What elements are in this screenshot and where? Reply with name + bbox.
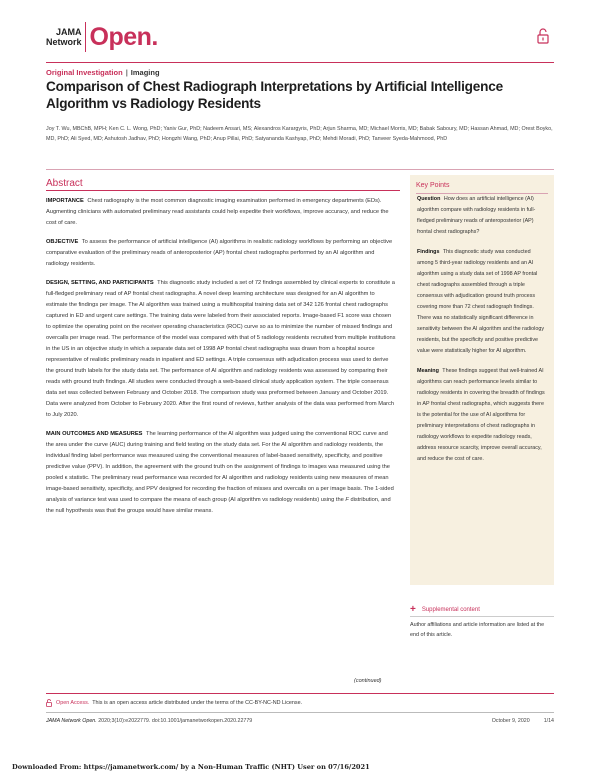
journal-logo [46, 20, 158, 54]
continued-note: (continued) [354, 678, 382, 684]
logo-divider [85, 22, 86, 52]
outcomes-text: The learning performance of the AI algorithm was judged using the conventional ROC curve and the area under the curve (AUC) during training and field testing on the study data set. For the AI algorithm and radiology residents, the individual finding label performance was measured using the conventional measures of label-based sensitivity, specificity, and positive predictive value (PPV). In addition, the agreement with the ground truth on the assignment of findings to images was measured using the pooled κ statistic. The preliminary read performance was recorded for AI algorithm and radiology residents using new measures of mean image-based sensitivity, specificity, and PPV designed for recording the fraction of misses and overcalls on a per image basis. The 1-sided analysis of variance test was used to compare the means of each group (AI algorithm vs radiology residents) using the [46, 431, 394, 503]
key-points-findings [417, 247, 547, 357]
logo-open-text: Open. [89, 22, 158, 51]
article-title: Comparison of Chest Radiograph Interpretations by Artificial Intelligence Algorithm vs Radiology Residents [46, 79, 503, 111]
abstract-importance [46, 196, 396, 229]
objective-label: OBJECTIVE [46, 239, 79, 245]
article-section-line: Original Investigation | Imaging [46, 68, 160, 77]
key-points-body [417, 194, 547, 474]
key-points-heading: Key Points [416, 182, 450, 189]
meaning-label: Meaning [417, 368, 439, 374]
download-notice: Downloaded From: https://jamanetwork.com/ by a Non-Human Traffic (NHT) User on 07/16/2021 [12, 763, 370, 771]
affiliations-note: Author affiliations and article information are listed at the end of this article. [410, 622, 545, 638]
open-access-label[interactable]: Open Access. [56, 700, 90, 706]
plus-icon: + [410, 604, 416, 615]
open-access-icon [46, 699, 52, 707]
f-distribution-symbol: F [345, 497, 349, 503]
header-divider [46, 62, 554, 63]
key-points-meaning [417, 366, 547, 465]
question-text: How does an artificial intelligence (AI) algorithm compare with radiology residents in full-fledged preliminary reads of anteroposterior (AP) frontal chest radiographs? [417, 196, 536, 235]
article-subsection: Imaging [130, 68, 160, 77]
date-page [478, 718, 554, 724]
design-text: This diagnostic study included a set of 72 findings assembled by clinical experts to constitute a full-fledged preliminary read of AP frontal chest radiographs. A novel deep learning architecture was designed for an AI algorithm to estimate the findings per image. The AI algorithm was trained using a multihospital training data set of 342 126 frontal chest radiographs captured in ED and urgent care settings. The training data were labeled from their associated reports. Image-based F1 score was chosen to optimize the operating point on the receiver operating characteristics (ROC) curve so as to minimize the number of missed findings and overcalls per image read. The performance of the model was compared with that of 5 radiology residents recruited from multiple institutions in the US in an objective study in which a separate data set of 1998 AP frontal chest radiographs was drawn from a hospital source representative of realistic preliminary reads in inpatient and ED settings. A triple consensus with adjudication process was used to derive the ground truth labels for the study data set. The performance of AI algorithm and radiology residents was assessed by comparing their reads with ground truth findings. All studies were conducted through a web-based clinical study application system. The triple consensus data set was collected between February and October 2018. The comparison study was preformed between January and October 2019. Data were analyzed from October to February 2020. After the first round of reviews, further analysis of the data was performed from March to July 2020. [46, 280, 396, 418]
findings-text: This diagnostic study was conducted among 5 third-year radiology residents and an AI algorithm using a study data set of 1998 AP frontal chest radiographs assembled through a triple consensus with adjudication ground truth process covering more than 72 chest radiograph findings. There was no statistically significant difference in sensitivity between the AI algorithm and the radiology residents, but the specificity and positive predictive value were statistically higher for AI algorithm. [417, 249, 545, 354]
abstract-outcomes [46, 429, 396, 517]
abstract-design [46, 278, 396, 421]
citation-text[interactable]: 2020;3(10):e2022779. doi:10.1001/jamanetworkopen.2020.22779 [98, 718, 253, 724]
question-label: Question [417, 196, 441, 202]
author-list: Joy T. Wu, MBChB, MPH; Ken C. L. Wong, PhD; Yaniv Gur, PhD; Nadeem Ansari, MS; Alexandros Karargyris, PhD; Arjun Sharma, MD; Michael Morris, MD; Babak Saboury, MD; Hassan Ahmad, MD; Orest Boyko, MD, PhD; Ali Syed, MD; Ashutosh Jadhav, PhD; Hongzhi Wang, PhD; Anup Pillai, PhD; Satyananda Kashyap, PhD; Mehdi Moradi, PhD; Tanveer Syeda-Mahmood, PhD [46, 126, 553, 142]
open-access-notice [46, 699, 302, 707]
logo-network-text: Network [46, 37, 82, 47]
logo-jama-text: JAMA [56, 27, 82, 37]
design-label: DESIGN, SETTING, AND PARTICIPANTS [46, 280, 154, 286]
publication-date: October 9, 2020 [491, 718, 530, 724]
title-divider [46, 169, 554, 170]
logo-wordmark [46, 27, 82, 47]
importance-label: IMPORTANCE [46, 198, 84, 204]
abstract-body [46, 196, 396, 525]
abstract-objective [46, 237, 396, 270]
key-points-question [417, 194, 547, 238]
objective-text: To assess the performance of artificial intelligence (AI) algorithms in realistic radiology workflows by performing an objective comparative evaluation of the preliminary reads of anteroposterior (AP) frontal chest radiographs performed by an AI algorithm and radiology residents. [46, 239, 393, 267]
key-points-box [410, 175, 554, 585]
findings-label: Findings [417, 249, 440, 255]
open-lock-icon [537, 28, 549, 44]
supplemental-content-link[interactable] [410, 604, 480, 615]
citation-divider [46, 712, 554, 713]
article-section[interactable]: Original Investigation [46, 68, 123, 77]
outcomes-text-end: distribution, and the null hypothesis was that the groups would have similar means. [46, 497, 391, 514]
importance-text: Chest radiography is the most common diagnostic imaging examination performed in emergency departments (EDs). Augmenting clinicians with automated preliminary read assistants could help expedite their workflows, improve accuracy, and reduce the cost of care. [46, 198, 389, 226]
open-access-text: This is an open access article distributed under the terms of the CC-BY-NC-ND License. [92, 700, 303, 706]
abstract-divider [46, 190, 400, 191]
supplemental-link-label: Supplemental content [421, 606, 480, 613]
journal-name: JAMA Network Open. [46, 718, 97, 724]
footer-divider [46, 693, 554, 694]
supplemental-divider [410, 616, 554, 617]
meaning-text: These findings suggest that well-trained AI algorithms can reach performance levels similar to radiology residents in covering the breadth of findings in AP frontal chest radiographs, which suggests there is the potential for the use of AI algorithms for preliminary interpretations of chest radiographs in radiology workflows to expedite radiology reads, address resource scarcity, improve overall accuracy, and reduce the cost of care. [417, 368, 545, 462]
citation-line [46, 718, 252, 724]
page-number: 1/14 [543, 718, 554, 724]
outcomes-label: MAIN OUTCOMES AND MEASURES [46, 431, 143, 437]
abstract-heading: Abstract [46, 178, 83, 189]
